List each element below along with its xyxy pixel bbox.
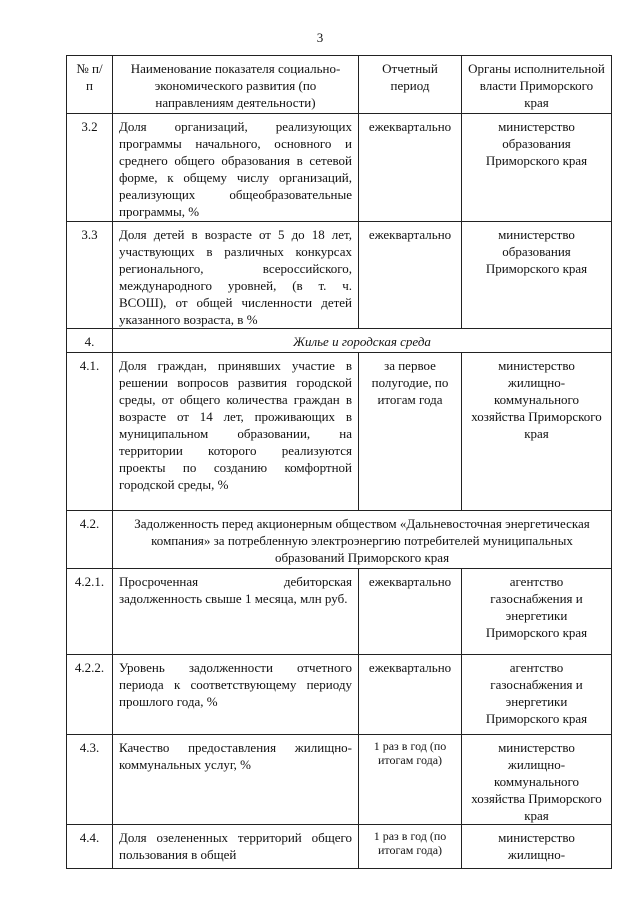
row-authority: министерство жилищно- [462, 825, 612, 869]
row-name: Качество предоставления жилищно-коммунальных услуг, % [113, 735, 359, 825]
row-authority: министерство жилищно-коммунального хозяйства Приморского края [462, 735, 612, 825]
row-num: 4.3. [67, 735, 113, 825]
row-num: 3.2 [67, 114, 113, 222]
table-header-row [67, 56, 612, 114]
row-name: Уровень задолженности отчетного периода к соответствующему периоду прошлого года, % [113, 655, 359, 735]
row-authority: агентство газоснабжения и энергетики Приморского края [462, 655, 612, 735]
row-name: Доля организаций, реализующих программы начального, основного и среднего общего образования в сетевой форме, к общему числу организаций, реализующих общеобразовательные программы, % [113, 114, 359, 222]
header-authority: Органы исполнительной власти Приморского края [462, 56, 612, 114]
row-period: за первое полугодие, по итогам года [359, 353, 462, 511]
header-name: Наименование показателя социально-экономического развития (по направлениям деятельности) [113, 56, 359, 114]
section-num: 4. [67, 329, 113, 353]
row-num: 4.2. [67, 511, 113, 569]
row-period: 1 раз в год (по итогам года) [359, 825, 462, 869]
section-title: Жилье и городская среда [113, 329, 612, 353]
row-authority: министерство жилищно-коммунального хозяйства Приморского края [462, 353, 612, 511]
row-num: 4.2.1. [67, 569, 113, 655]
row-period: ежеквартально [359, 655, 462, 735]
row-period: ежеквартально [359, 114, 462, 222]
table-row [67, 735, 612, 825]
table-row [67, 222, 612, 329]
table-row [67, 825, 612, 869]
row-period: ежеквартально [359, 222, 462, 329]
row-name: Просроченная дебиторская задолженность свыше 1 месяца, млн руб. [113, 569, 359, 655]
table-row [67, 353, 612, 511]
row-num: 4.1. [67, 353, 113, 511]
row-num: 4.4. [67, 825, 113, 869]
row-name: Доля озелененных территорий общего пользования в общей [113, 825, 359, 869]
row-authority: министерство образования Приморского края [462, 114, 612, 222]
row-authority: министерство образования Приморского края [462, 222, 612, 329]
row-authority: агентство газоснабжения и энергетики Приморского края [462, 569, 612, 655]
header-period: Отчетный период [359, 56, 462, 114]
table-row [67, 114, 612, 222]
section-row [67, 329, 612, 353]
indicators-table [66, 55, 612, 869]
table-row [67, 511, 612, 569]
row-period: ежеквартально [359, 569, 462, 655]
row-num: 4.2.2. [67, 655, 113, 735]
page-number: 3 [316, 30, 324, 45]
header-num: № п/п [67, 56, 113, 114]
table-row [67, 569, 612, 655]
table-row [67, 655, 612, 735]
row-wide-name: Задолженность перед акционерным обществом «Дальневосточная энергетическая компания» за потребленную электроэнергию потребителей муниципальных образований Приморского края [113, 511, 612, 569]
row-num: 3.3 [67, 222, 113, 329]
row-name: Доля детей в возрасте от 5 до 18 лет, участвующих в различных конкурсах регионального, всероссийского, международного уровней, (в т. ч. ВСОШ), от общей численности детей указанного возраста, в % [113, 222, 359, 329]
row-name: Доля граждан, принявших участие в решении вопросов развития городской среды, от общего количества граждан в возрасте от 14 лет, проживающих в муниципальном образовании, на территории которого реализуются проекты по созданию комфортной городской среды, % [113, 353, 359, 511]
row-period: 1 раз в год (по итогам года) [359, 735, 462, 825]
